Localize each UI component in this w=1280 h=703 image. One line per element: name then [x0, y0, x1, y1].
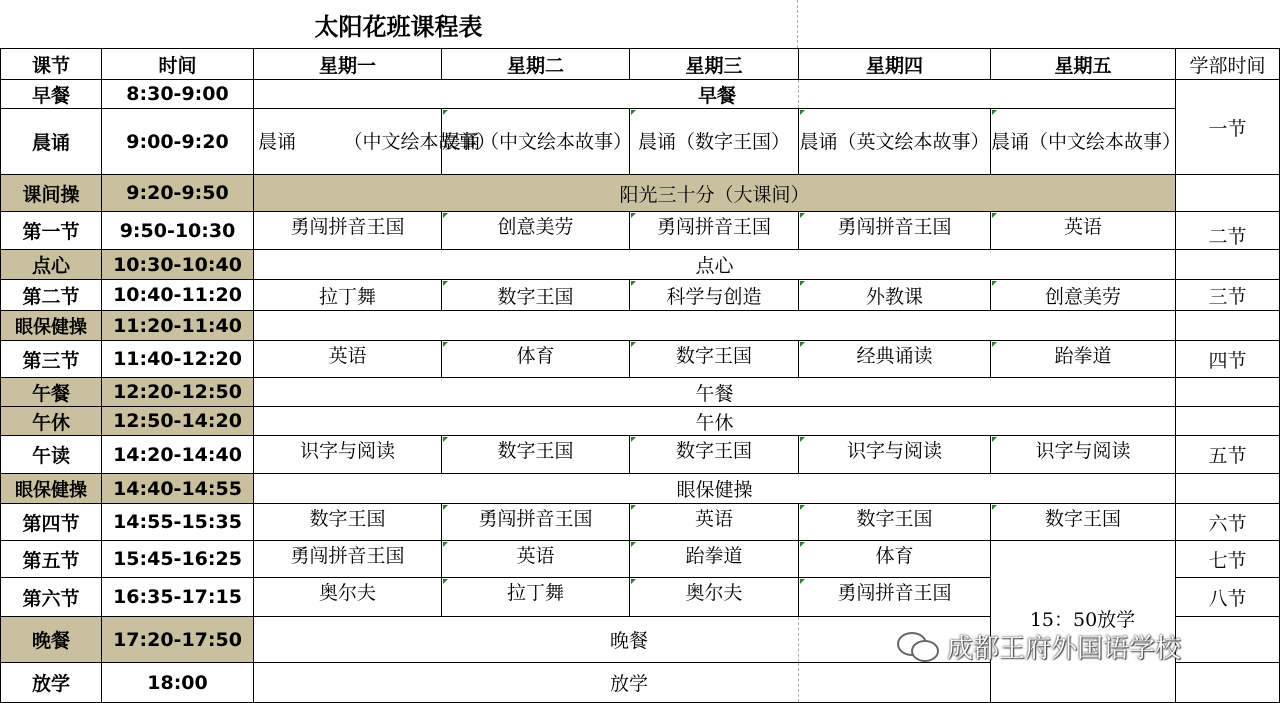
- dept-cell: 三节: [1176, 280, 1280, 311]
- row-label: 早餐: [1, 80, 102, 109]
- row-label: 晨诵: [1, 109, 102, 175]
- cell-friday: 创意美劳: [991, 280, 1176, 311]
- header-thursday: 星期四: [799, 49, 991, 80]
- row-recite: [1, 109, 1280, 175]
- cell-wednesday: 数字王国: [630, 341, 799, 378]
- cell-monday: 英语: [254, 341, 442, 378]
- span-cell: 早餐: [254, 80, 799, 109]
- row-label: 晚餐: [1, 617, 102, 663]
- row-period-5: [1, 541, 1280, 578]
- cell-monday: 勇闯拼音王国: [254, 541, 442, 578]
- header-period: 课节: [1, 49, 102, 80]
- row-eye-exercise-2: [1, 474, 1280, 504]
- cell-wednesday: 勇闯拼音王国: [630, 212, 799, 250]
- row-time: 17:20-17:50: [102, 617, 254, 663]
- row-time: 11:40-12:20: [102, 341, 254, 378]
- cell-monday: 拉丁舞: [254, 280, 442, 311]
- row-nap: [1, 407, 1280, 436]
- cell-tuesday: 体育: [442, 341, 630, 378]
- header-time: 时间: [102, 49, 254, 80]
- page-title: 太阳花班课程表: [314, 12, 483, 41]
- span-cell: 午休: [254, 407, 1176, 436]
- dept-cell: 七节: [1176, 541, 1280, 578]
- row-label: 第四节: [1, 504, 102, 541]
- dept-cell: 六节: [1176, 504, 1280, 541]
- dept-cell: 二节: [1176, 212, 1280, 250]
- row-time: 15:45-16:25: [102, 541, 254, 578]
- span-cell: 放学: [254, 663, 799, 703]
- dept-cell-empty: [1176, 378, 1280, 407]
- friday-dismiss-text: 15：50放学: [1029, 609, 1136, 631]
- row-time: 14:20-14:40: [102, 436, 254, 474]
- dept-cell: 五节: [1176, 436, 1280, 474]
- row-lunch: [1, 378, 1280, 407]
- row-exercise: [1, 175, 1280, 212]
- row-time: 9:00-9:20: [102, 109, 254, 175]
- row-time: 14:40-14:55: [102, 474, 254, 504]
- cell-wednesday: 英语: [630, 504, 799, 541]
- span-cell-empty: [254, 311, 1176, 341]
- header-friday: 星期五: [991, 49, 1176, 80]
- cell-tuesday: 勇闯拼音王国: [442, 504, 630, 541]
- cell-wednesday: 科学与创造: [630, 280, 799, 311]
- cell-monday: 勇闯拼音王国: [254, 212, 442, 250]
- row-time: 9:50-10:30: [102, 212, 254, 250]
- row-time: 12:50-14:20: [102, 407, 254, 436]
- row-eye-exercise-1: [1, 311, 1280, 341]
- row-time: 16:35-17:15: [102, 578, 254, 617]
- cell-friday: 识字与阅读: [991, 436, 1176, 474]
- row-label: 眼保健操: [1, 311, 102, 341]
- cell-tuesday: 创意美劳: [442, 212, 630, 250]
- cell-tuesday: 晨诵（中文绘本故事）: [442, 109, 630, 175]
- row-label: 午读: [1, 436, 102, 474]
- row-time: 14:55-15:35: [102, 504, 254, 541]
- dept-cell: 四节: [1176, 341, 1280, 378]
- watermark-text: 成都王府外国语学校: [947, 633, 1182, 664]
- span-cell: 午餐: [254, 378, 1176, 407]
- cell-thursday: 识字与阅读: [799, 436, 991, 474]
- cell-thursday: 经典诵读: [799, 341, 991, 378]
- cell-thursday: 晨诵（英文绘本故事）: [799, 109, 991, 175]
- row-time: 10:30-10:40: [102, 250, 254, 280]
- span-cell: 点心: [254, 250, 1176, 280]
- cell-tuesday: 英语: [442, 541, 630, 578]
- cell-tuesday: 数字王国: [442, 280, 630, 311]
- row-period-2: [1, 280, 1280, 311]
- header-tuesday: 星期二: [442, 49, 630, 80]
- row-period-4: [1, 504, 1280, 541]
- cell-monday: 晨诵 （中文绘本故事）: [254, 109, 442, 175]
- row-label: 点心: [1, 250, 102, 280]
- cell-monday: 识字与阅读: [254, 436, 442, 474]
- row-label: 第五节: [1, 541, 102, 578]
- dept-cell: 一节: [1176, 80, 1280, 175]
- cell-tuesday: 数字王国: [442, 436, 630, 474]
- row-snack: [1, 250, 1280, 280]
- cell-friday: 数字王国: [991, 504, 1176, 541]
- header-row: [1, 49, 1280, 80]
- cell-thursday: 体育: [799, 541, 991, 578]
- wechat-icon: [895, 628, 939, 664]
- row-reading: [1, 436, 1280, 474]
- row-time: 12:20-12:50: [102, 378, 254, 407]
- header-dept-time: 学部时间: [1176, 49, 1280, 80]
- row-time: 8:30-9:00: [102, 80, 254, 109]
- cell-thursday: 勇闯拼音王国: [799, 578, 991, 617]
- dept-cell-empty: [1176, 407, 1280, 436]
- cell-thursday: 勇闯拼音王国: [799, 212, 991, 250]
- cell-friday: 跆拳道: [991, 341, 1176, 378]
- cell-wednesday: 数字王国: [630, 436, 799, 474]
- span-cell: 阳光三十分（大课间）: [254, 175, 1176, 212]
- row-label: 第一节: [1, 212, 102, 250]
- row-label: 第六节: [1, 578, 102, 617]
- cell-wednesday: 晨诵（数字王国）: [630, 109, 799, 175]
- dept-cell-empty: [1176, 250, 1280, 280]
- header-monday: 星期一: [254, 49, 442, 80]
- row-time: 9:20-9:50: [102, 175, 254, 212]
- watermark: [895, 626, 1181, 666]
- row-time: 18:00: [102, 663, 254, 703]
- cell-wednesday: 跆拳道: [630, 541, 799, 578]
- dept-cell-empty: [1176, 617, 1280, 663]
- row-period-1: [1, 212, 1280, 250]
- row-label: 第三节: [1, 341, 102, 378]
- dept-cell-empty: [1176, 474, 1280, 504]
- row-label: 第二节: [1, 280, 102, 311]
- row-label: 放学: [1, 663, 102, 703]
- row-label: 午餐: [1, 378, 102, 407]
- row-label: 眼保健操: [1, 474, 102, 504]
- row-period-3: [1, 341, 1280, 378]
- cell-tuesday: 拉丁舞: [442, 578, 630, 617]
- row-breakfast: [1, 80, 1280, 109]
- span-cell-rest: [799, 663, 991, 703]
- row-time: 11:20-11:40: [102, 311, 254, 341]
- row-label: 课间操: [1, 175, 102, 212]
- dept-cell-empty: [1176, 311, 1280, 341]
- cell-monday: 数字王国: [254, 504, 442, 541]
- row-time: 10:40-11:20: [102, 280, 254, 311]
- title-empty-area: [797, 0, 1280, 48]
- dept-cell: 八节: [1176, 578, 1280, 617]
- cell-monday: 奥尔夫: [254, 578, 442, 617]
- dept-cell-empty: [1176, 663, 1280, 703]
- span-cell-rest: [799, 80, 1176, 109]
- dept-cell-empty: [1176, 175, 1280, 212]
- cell-thursday: 数字王国: [799, 504, 991, 541]
- span-cell: 眼保健操: [254, 474, 1176, 504]
- cell-thursday: 外教课: [799, 280, 991, 311]
- header-wednesday: 星期三: [630, 49, 799, 80]
- span-cell: 晚餐: [254, 617, 799, 663]
- cell-friday: 英语: [991, 212, 1176, 250]
- row-label: 午休: [1, 407, 102, 436]
- cell-friday: 晨诵（中文绘本故事）: [991, 109, 1176, 175]
- cell-wednesday: 奥尔夫: [630, 578, 799, 617]
